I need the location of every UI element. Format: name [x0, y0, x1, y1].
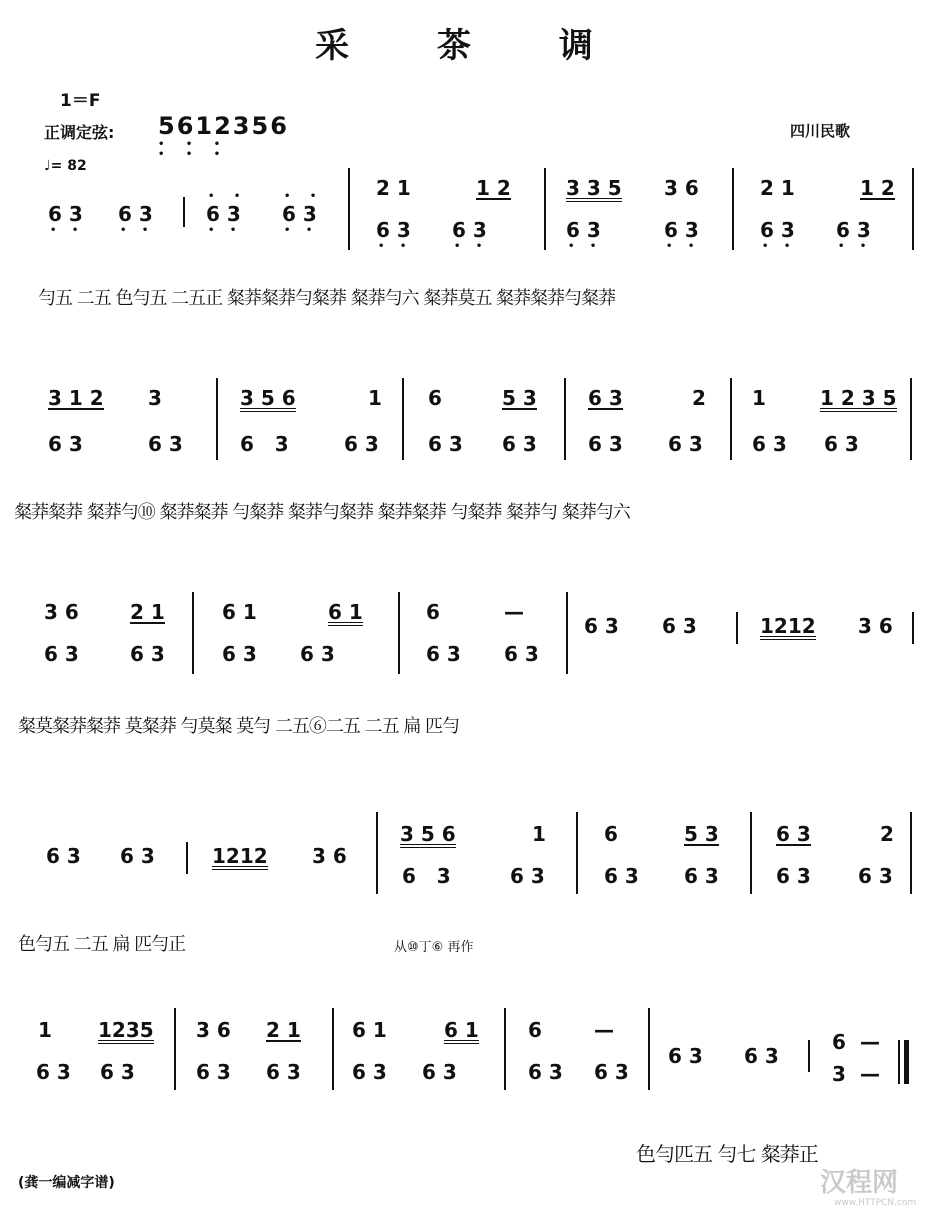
bar-line: [564, 378, 566, 460]
note-upper: 1: [532, 822, 546, 846]
note-lower: 6 3: [196, 1060, 231, 1084]
note-upper: 1235: [98, 1018, 154, 1042]
note-lower: 6 3: [100, 1060, 135, 1084]
note-mid: 6 3: [46, 844, 81, 868]
note-upper: 2 1: [130, 600, 165, 624]
note-mid: 3 6: [858, 614, 893, 638]
bar-line: [186, 842, 188, 874]
octave-dots: • •: [120, 225, 155, 236]
repeat-instruction: 从⑩丁⑥ 再作: [394, 940, 474, 955]
source-label: 四川民歌: [790, 122, 851, 140]
note-lower: —: [860, 1062, 880, 1086]
page-title: 采 茶 调: [315, 26, 631, 66]
note-lower: 6 3: [300, 642, 335, 666]
note-lower: 6 3: [858, 864, 893, 888]
bar-line: [808, 1040, 810, 1072]
note-upper: 3 6: [664, 176, 699, 200]
note-mid: 6 3: [662, 614, 697, 638]
note-lower: 6 3: [776, 864, 811, 888]
note-lower: 6 3: [426, 642, 461, 666]
note-upper: 6 1: [352, 1018, 387, 1042]
jianzipu-tablature: 勻五 二五 色勻五 二五正 粲莽粲莽勻粲莽 粲莽勻六 粲莽莫五 粲莽粲莽勻粲莽: [38, 288, 616, 309]
note-lower: 6 3: [44, 642, 79, 666]
note-upper: 6: [832, 1030, 846, 1054]
note-upper: 3 3 5: [566, 176, 622, 200]
bar-line: [736, 612, 738, 644]
tuning-label: 正调定弦:: [44, 123, 115, 142]
bar-line: [174, 1008, 176, 1090]
note-lower: 6 3: [48, 202, 83, 226]
note-lower: 6 3: [604, 864, 639, 888]
note-lower: 6 3: [352, 1060, 387, 1084]
note-upper: 6: [428, 386, 442, 410]
note-upper: 6 3: [588, 386, 623, 410]
note-upper: 6 1: [328, 600, 363, 624]
octave-dots: • •: [762, 241, 797, 252]
watermark-url: www.HTTPCN.com: [834, 1198, 917, 1208]
note-lower: 6 3: [422, 1060, 457, 1084]
tuning-notes: 5612356: [158, 112, 289, 140]
note-lower: 6 3: [528, 1060, 563, 1084]
note-lower: 6 3: [222, 642, 257, 666]
note-lower: 6 3: [240, 432, 289, 456]
note-lower: 6 3: [510, 864, 545, 888]
credit-note: (龚一编减字谱): [18, 1175, 115, 1191]
note-lower: 6 3: [376, 218, 411, 242]
note-upper: —: [860, 1030, 880, 1054]
note-mid: 6 3: [668, 1044, 703, 1068]
note-lower: 6 3: [566, 218, 601, 242]
octave-dots: • •: [838, 241, 873, 252]
bar-line: [504, 1008, 506, 1090]
bar-line: [398, 592, 400, 674]
bar-line: [216, 378, 218, 460]
note-lower: 6 3: [664, 218, 699, 242]
note-upper: 6: [604, 822, 618, 846]
note-lower: 6 3: [266, 1060, 301, 1084]
note-lower: 6 3: [428, 432, 463, 456]
bar-line: [912, 612, 914, 644]
note-lower: 3: [832, 1062, 846, 1086]
note-lower: 6 3: [130, 642, 165, 666]
jianzipu-tablature: 色勻匹五 勻七 粲莽正: [636, 1142, 818, 1166]
note-lower: 6 3: [118, 202, 153, 226]
tempo-mark: ♩= 82: [44, 158, 87, 174]
note-lower: 6 3: [752, 432, 787, 456]
final-bar-thin: [898, 1040, 900, 1084]
note-mid: 6 3: [584, 614, 619, 638]
octave-dots: • •: [208, 225, 243, 236]
bar-line: [732, 168, 734, 250]
note-lower: 6 3: [344, 432, 379, 456]
note-upper: 3 5 6: [400, 822, 456, 846]
final-bar-thick: [904, 1040, 909, 1084]
note-upper: 1 2: [476, 176, 511, 200]
octave-dots: • •: [284, 225, 319, 236]
octave-dots: • •: [284, 191, 325, 202]
note-upper: 1: [368, 386, 382, 410]
note-lower: 6 3: [594, 1060, 629, 1084]
note-lower: 6 3: [668, 432, 703, 456]
bar-line: [750, 812, 752, 894]
jianzipu-tablature: 粲莽粲莽 粲莽勻⑩ 粲莽粲莽 勻粲莽 粲莽勻粲莽 粲莽粲莽 勻粲莽 粲莽勻 粲莽勻六: [14, 502, 630, 523]
note-upper: —: [594, 1018, 614, 1042]
note-lower: 6 3: [402, 864, 451, 888]
bar-line: [730, 378, 732, 460]
note-upper: 1: [752, 386, 766, 410]
watermark-logo: 汉程网: [820, 1168, 899, 1198]
bar-line: [910, 378, 912, 460]
note-upper: 6: [426, 600, 440, 624]
bar-line: [576, 812, 578, 894]
jianzipu-tablature: 色勻五 二五 扁 匹勻正: [18, 934, 186, 955]
note-upper: 2: [692, 386, 706, 410]
note-lower: 6 3: [452, 218, 487, 242]
bar-line: [566, 592, 568, 674]
note-upper: 5 3: [502, 386, 537, 410]
note-upper: 6: [528, 1018, 542, 1042]
bar-line: [376, 812, 378, 894]
note-upper: 1 2: [860, 176, 895, 200]
note-upper: 2 1: [376, 176, 411, 200]
bar-line: [183, 197, 185, 227]
note-lower: 6 3: [148, 432, 183, 456]
note-upper: 6 3: [776, 822, 811, 846]
note-upper: 1: [38, 1018, 52, 1042]
note-upper: 6 1: [444, 1018, 479, 1042]
note-lower: 6 3: [760, 218, 795, 242]
note-upper: 3: [148, 386, 162, 410]
note-lower: 6 3: [836, 218, 871, 242]
note-lower: 6 3: [504, 642, 539, 666]
bar-line: [348, 168, 350, 250]
note-upper: 5 3: [684, 822, 719, 846]
jianzipu-tablature: 粲莫粲莽粲莽 莫粲莽 勻莫粲 莫勻 二五⑥二五 二五 扁 匹勻: [18, 716, 460, 737]
note-lower: 6 3: [206, 202, 241, 226]
note-upper: 6 1: [222, 600, 257, 624]
note-lower: 6 3: [824, 432, 859, 456]
key-signature: 1＝F: [60, 91, 101, 111]
note-lower: 6 3: [282, 202, 317, 226]
octave-dots: • •: [208, 191, 249, 202]
note-mid: 3 6: [312, 844, 347, 868]
note-lower: 6 3: [36, 1060, 71, 1084]
note-mid: 1212: [212, 844, 268, 868]
note-mid: 6 3: [120, 844, 155, 868]
bar-line: [544, 168, 546, 250]
note-lower: 6 3: [502, 432, 537, 456]
note-upper: 1 2 3 5: [820, 386, 897, 410]
note-lower: 6 3: [588, 432, 623, 456]
octave-dots: • •: [666, 241, 701, 252]
bar-line: [192, 592, 194, 674]
note-upper: 3 6: [196, 1018, 231, 1042]
note-upper: —: [504, 600, 524, 624]
note-upper: 3 1 2: [48, 386, 104, 410]
note-lower: 6 3: [48, 432, 83, 456]
note-mid: 6 3: [744, 1044, 779, 1068]
octave-dots: • •: [568, 241, 603, 252]
octave-dots: • •: [454, 241, 489, 252]
octave-dots: • •: [378, 241, 413, 252]
note-upper: 2: [880, 822, 894, 846]
note-mid: 1212: [760, 614, 816, 638]
bar-line: [332, 1008, 334, 1090]
note-lower: 6 3: [684, 864, 719, 888]
bar-line: [912, 168, 914, 250]
note-upper: 2 1: [760, 176, 795, 200]
tuning-dots: • • • • • •: [158, 139, 230, 160]
bar-line: [402, 378, 404, 460]
octave-dots: • •: [50, 225, 85, 236]
bar-line: [910, 812, 912, 894]
note-upper: 3 6: [44, 600, 79, 624]
note-upper: 3 5 6: [240, 386, 296, 410]
bar-line: [648, 1008, 650, 1090]
note-upper: 2 1: [266, 1018, 301, 1042]
